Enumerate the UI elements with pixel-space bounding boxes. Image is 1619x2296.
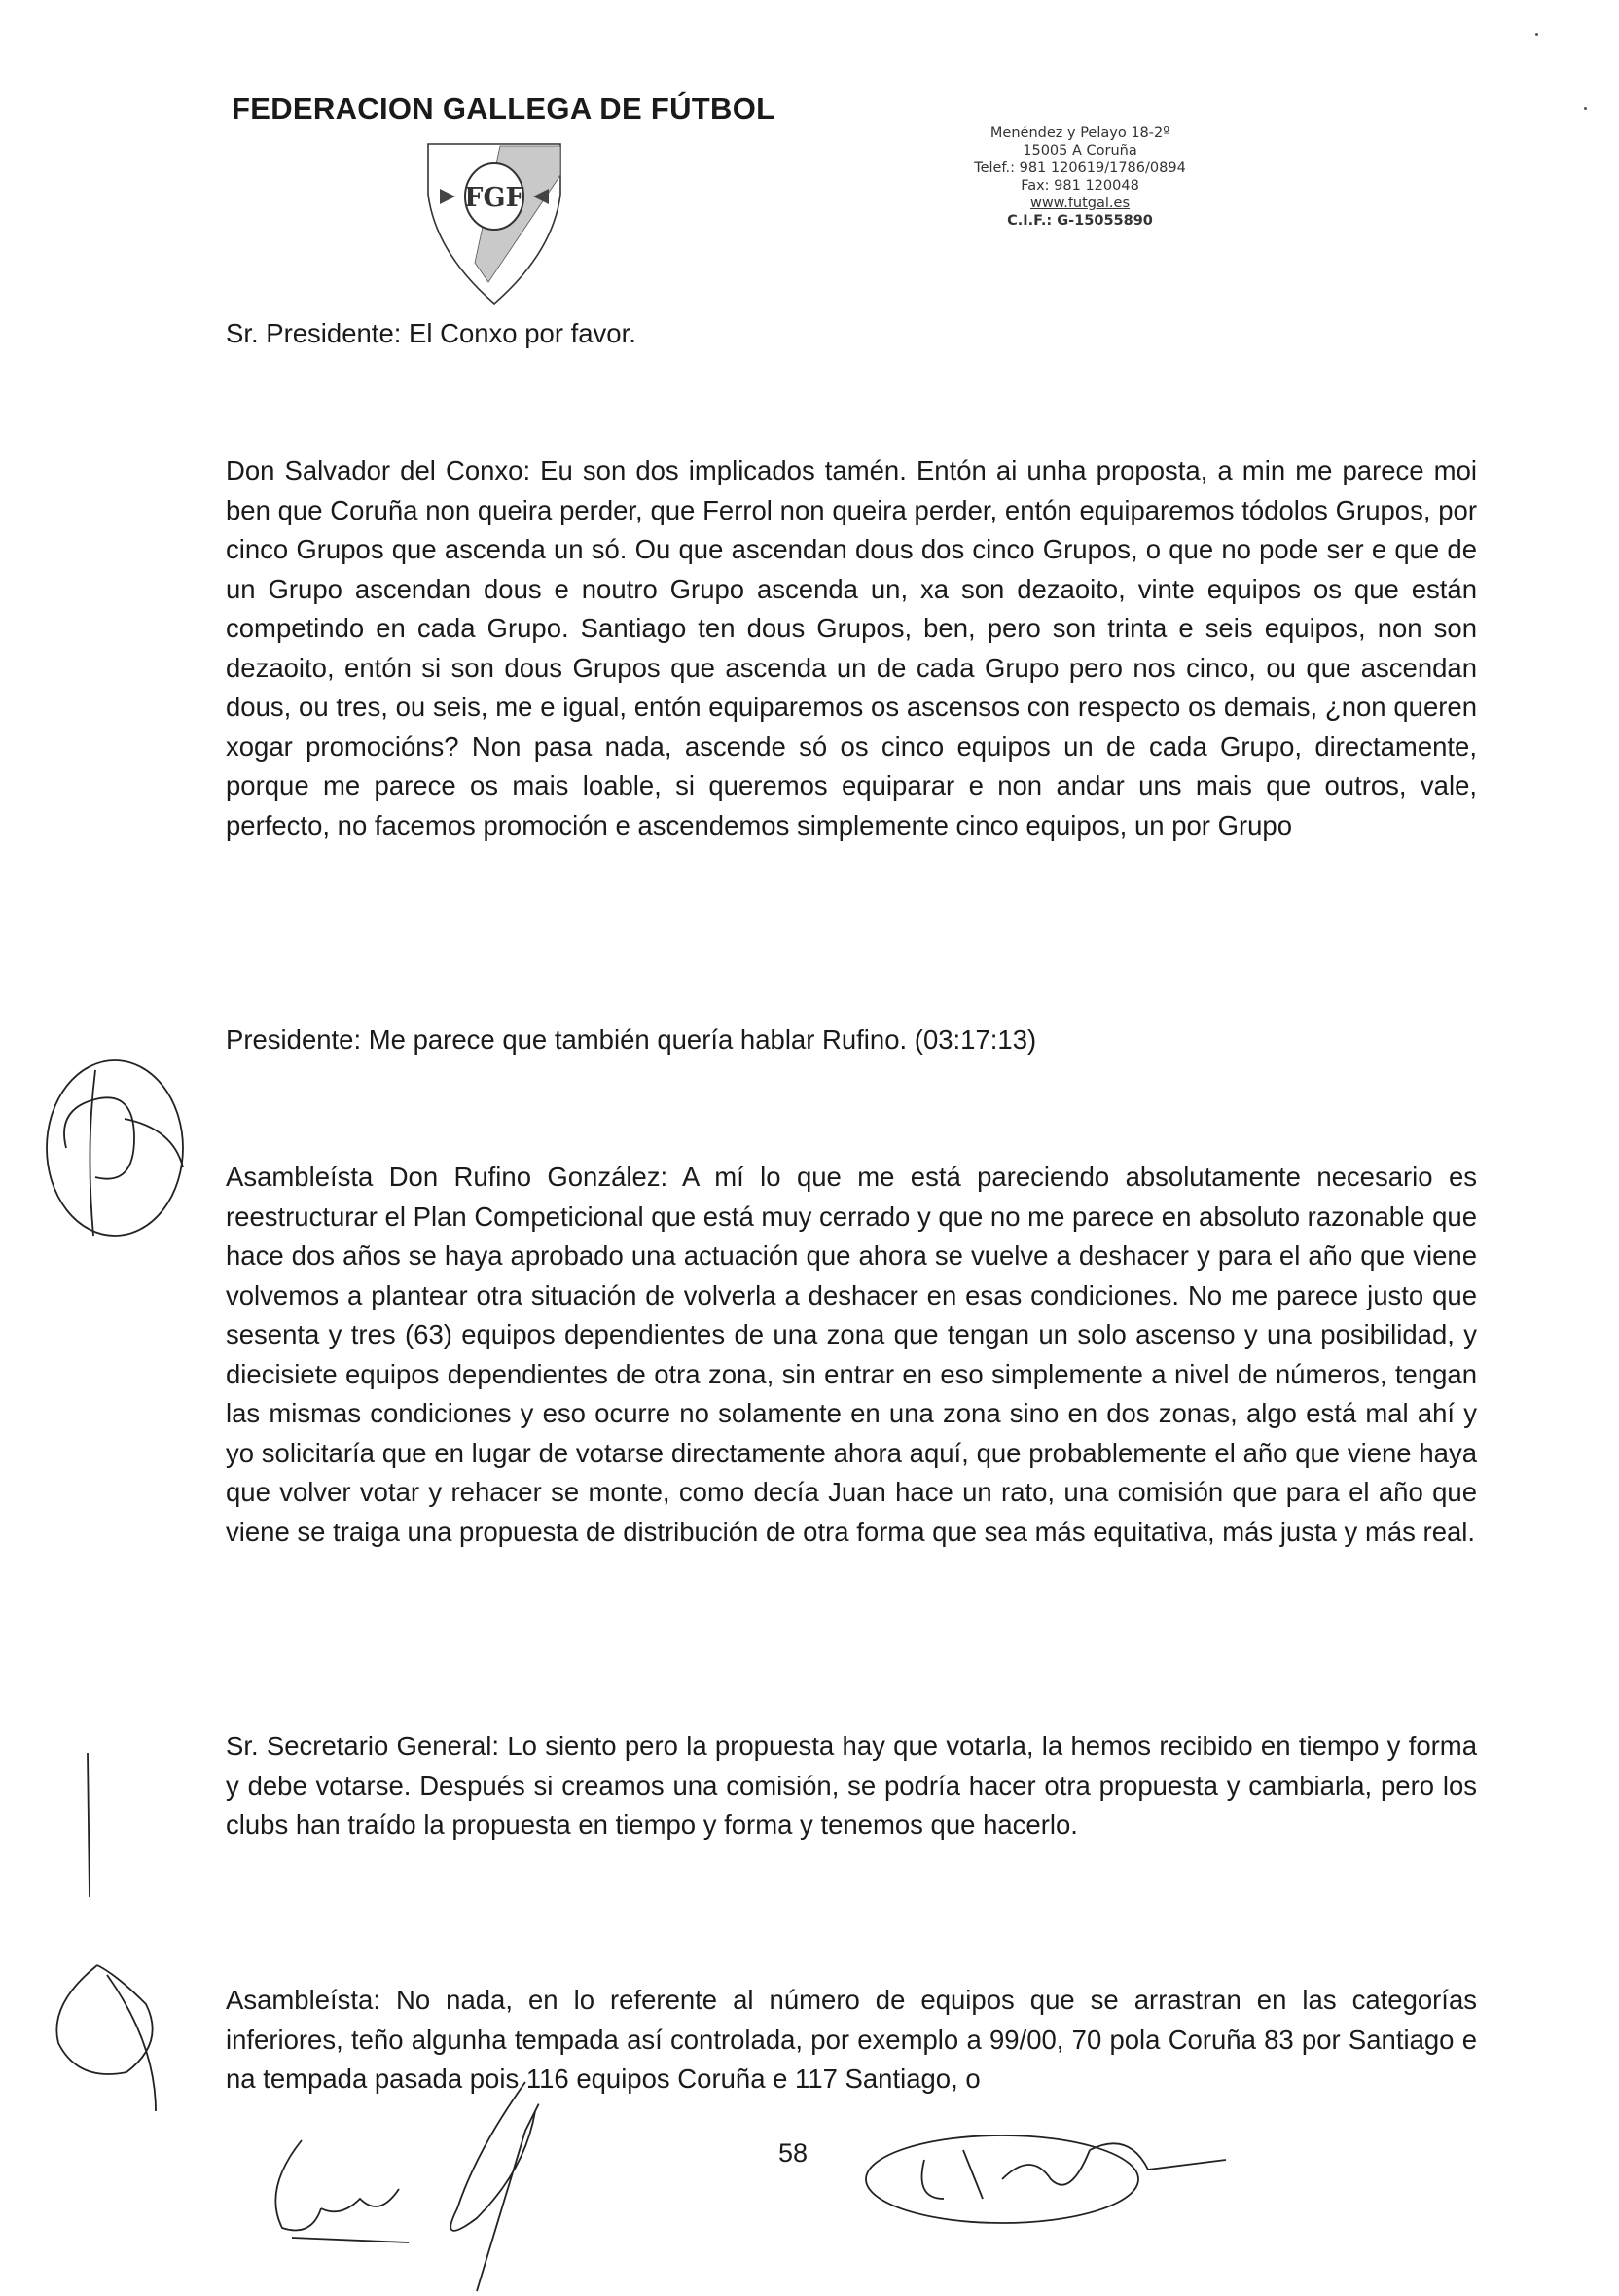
page-number: 58	[778, 2138, 809, 2168]
margin-signature-bottom	[39, 1751, 185, 2121]
paragraph-president-conxo: Sr. Presidente: El Conxo por favor.	[226, 318, 636, 348]
scan-speck	[1584, 107, 1587, 110]
paragraph-salvador-conxo: Don Salvador del Conxo: Eu son dos implicados tamén. Entón ai unha proposta, a min me parece moi ben que Coruña non queira perder, que Ferrol non queira perder, entón equiparemos tódolos Grupos, por cinco Grupos que ascenda un só. Ou que ascendan dous dos cinco Grupos, o que no pode ser e que de un Grupo ascendan dous e noutro Grupo ascenda un, xa son dezaoito, vinte equipos os que están competindo en cada Grupo. Santiago ten dous Grupos, ben, pero son trinta e seis equipos, non son dezaoito, entón si son dous Grupos que ascenda un de cada Grupo pero nos cinco, ou que ascendan dous, ou tres, ou seis, me e igual, entón equiparemos os ascensos con respecto os demais, ¿non queren xogar promocións? Non pasa nada, ascende só os cinco equipos un de cada Grupo, directamente, porque me parece os mais loable, si queremos equiparar e non andar uns mais que outros, vale, perfecto, no facemos promoción e ascendemos simplemente cinco equipos, un por Grupo	[226, 455, 1477, 841]
paragraph-rufino-gonzalez: Asambleísta Don Rufino González: A mí lo que me está pareciendo absolutamente necesario es reestructurar el Plan Competicional que está muy cerrado y que no me parece en absoluto razonable que hace dos años se haya aprobado una actuación que ahora se vuelve a deshacer y para el año que viene volvemos a plantear otra situación de volverla a deshacer en esas condiciones. No me parece justo que sesenta y tres (63) equipos dependientes de una zona que tengan un solo ascenso y una posibilidad, y diecisiete equipos dependientes de otra zona, sin entrar en eso simplemente a nivel de números, tengan las mismas condiciones y eso ocurre no solamente en una zona sino en dos zonas, algo está mal ahí y yo solicitaría que en lugar de votarse directamente ahora aquí, que probablemente el año que viene haya que volver votar y rehacer se monte, como decía Juan hace un rato, una comisión que para el año que viene se traiga una propuesta de distribución de otra forma que sea más equitativa, más justa y más real.	[226, 1162, 1477, 1547]
scan-speck	[1535, 33, 1538, 36]
footer-signature-right	[837, 2092, 1245, 2238]
footer-signature-left	[234, 2072, 555, 2296]
contact-block	[934, 125, 1226, 230]
address-fax: Fax: 981 120048	[1021, 178, 1139, 194]
address-phone: Telef.: 981 120619/1786/0894	[974, 161, 1186, 176]
federation-logo	[407, 136, 582, 311]
website-link[interactable]: www.futgal.es	[1029, 196, 1131, 211]
address-city: 15005 A Coruña	[1023, 143, 1137, 159]
paragraph-asambleista: Asambleísta: No nada, en lo referente al número de equipos que se arrastran en las categorías inferiores, teño algunha tempada así controlada, por exemplo a 99/00, 70 pola Coruña 83 por Santiago e na tempada pasada pois 116 equipos Coruña e 117 Santiago, o	[226, 1985, 1477, 2094]
margin-signature-top	[27, 1031, 193, 1294]
address-street: Menéndez y Pelayo 18-2º	[989, 126, 1170, 141]
tax-id: C.I.F.: G-15055890	[1007, 213, 1153, 229]
logo-monogram: FGF	[464, 183, 524, 213]
organization-name: FEDERACION GALLEGA DE FÚTBOL	[232, 91, 775, 126]
paragraph-president-rufino: Presidente: Me parece que también quería hablar Rufino. (03:17:13)	[226, 1024, 1037, 1055]
paragraph-secretary-general: Sr. Secretario General: Lo siento pero la propuesta hay que votarla, la hemos recibido en tiempo y forma y debe votarse. Después si creamos una comisión, se podría hacer otra propuesta y cambiarla, pero los clubs han traído la propuesta en tiempo y forma y tenemos que hacerlo.	[226, 1731, 1477, 1840]
